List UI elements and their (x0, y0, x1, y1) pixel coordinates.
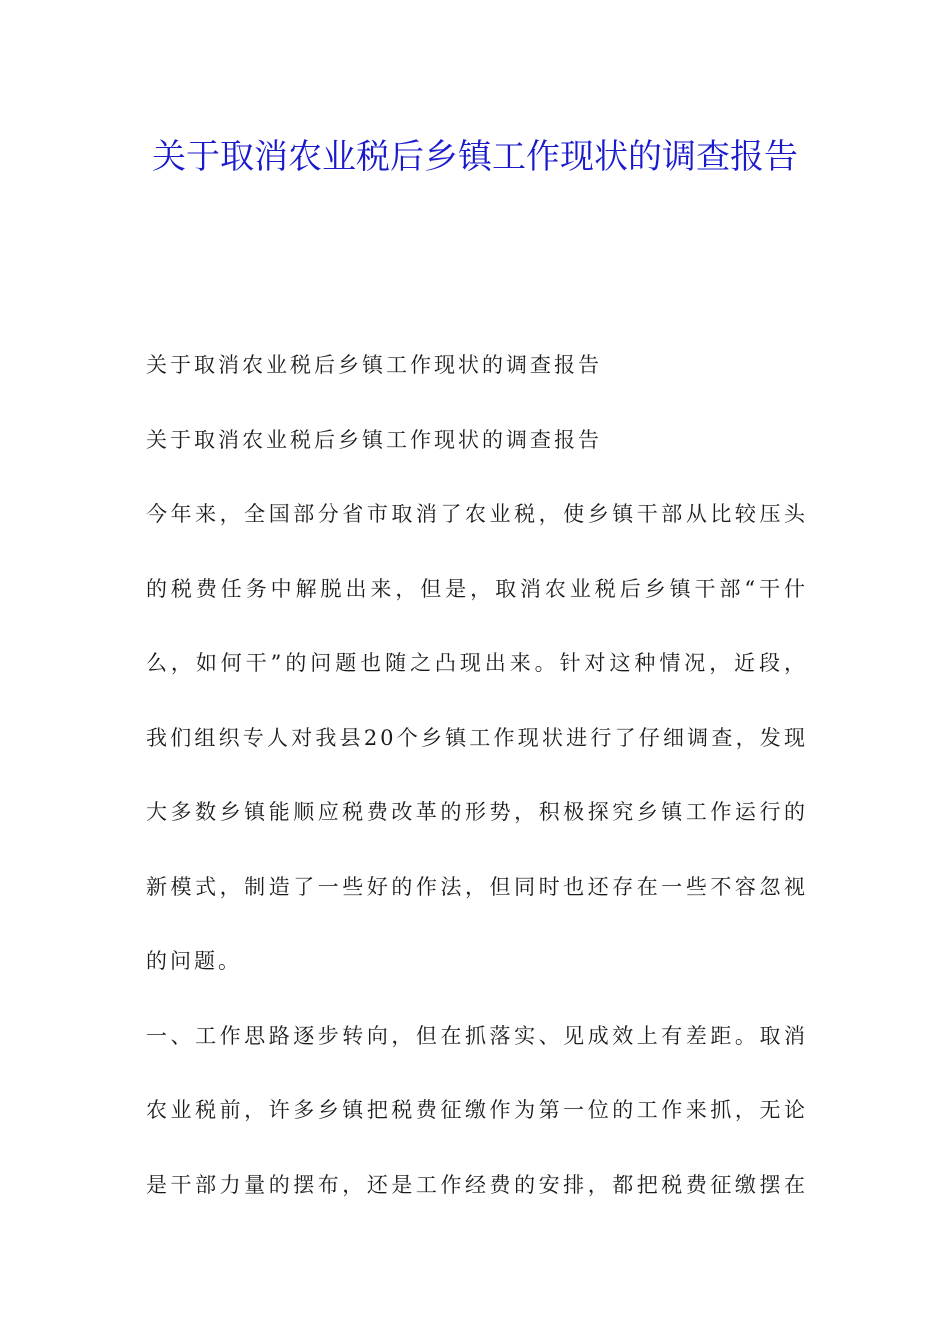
body-line-heading-1: 关于取消农业税后乡镇工作现状的调查报告 (146, 353, 602, 377)
body-line: 农业税前，许多乡镇把税费征缴作为第一位的工作来抓，无论 (146, 1098, 808, 1122)
body-line-heading-2: 关于取消农业税后乡镇工作现状的调查报告 (146, 427, 602, 452)
body-line: 新模式，制造了一些好的作法，但同时也还存在一些不容忽视 (146, 874, 808, 899)
body-line: 的问题。 (146, 949, 242, 973)
body-line: 大多数乡镇能顺应税费改革的形势，积极探究乡镇工作运行的 (146, 800, 808, 824)
body-line: 是干部力量的摆布，还是工作经费的安排，都把税费征缴摆在 (146, 1172, 808, 1197)
document-title: 关于取消农业税后乡镇工作现状的调查报告 (152, 137, 798, 177)
document-body (146, 328, 808, 1222)
body-line: 一、工作思路逐步转向，但在抓落实、见成效上有差距。取消 (146, 1023, 808, 1048)
body-line: 今年来，全国部分省市取消了农业税，使乡镇干部从比较压头 (146, 502, 808, 526)
body-line: 么，如何干”的问题也随之凸现出来。针对这种情况，近段， (146, 651, 808, 675)
body-line: 我们组织专人对我县20个乡镇工作现状进行了仔细调查，发现 (146, 725, 808, 750)
body-line: 的税费任务中解脱出来，但是，取消农业税后乡镇干部“干什 (146, 576, 808, 601)
